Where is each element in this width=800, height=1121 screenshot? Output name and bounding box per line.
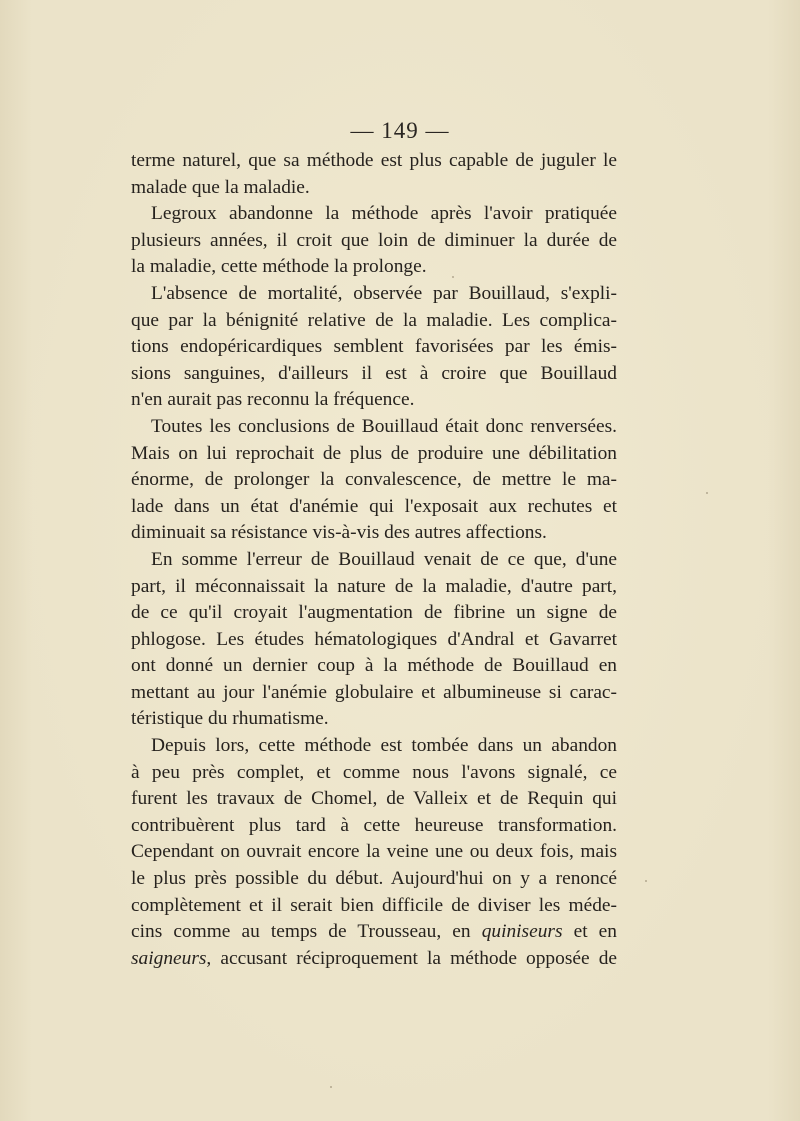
paper-speck [452, 276, 454, 278]
text-line: part, il méconnaissait la nature de la maladie, d'autre part, [131, 575, 617, 597]
italic-term-quiniseurs: quiniseurs [481, 921, 563, 943]
italic-term-saigneurs: saigneurs [131, 947, 207, 969]
text-segment: et en [562, 921, 617, 943]
text-line: plusieurs années, il croit que loin de diminuer la durée de [131, 229, 617, 251]
text-line: contribuèrent plus tard à cette heureuse transformation. [131, 814, 617, 836]
page-number: — 149 — [350, 118, 450, 143]
text-line: le plus près possible du début. Aujourd'hui on y a renoncé [131, 868, 617, 890]
text-line: Mais on lui reprochait de plus de produire une débilitation [131, 442, 617, 464]
text-line: Cependant on ouvrait encore la veine une ou deux fois, mais [131, 841, 617, 863]
text-line: Depuis lors, cette méthode est tombée dans un abandon [151, 735, 617, 757]
text-line: Legroux abandonne la méthode après l'avoir pratiquée [151, 203, 617, 225]
text-line: furent les travaux de Chomel, de Valleix et de Requin qui [131, 788, 617, 810]
body-text [131, 148, 617, 972]
text-line: mettant au jour l'anémie globulaire et albumineuse si carac- [131, 681, 617, 703]
text-line: n'en aurait pas reconnu la fréquence. [131, 389, 415, 411]
text-line: lade dans un état d'anémie qui l'exposait aux rechutes et [131, 495, 617, 517]
text-line: téristique du rhumatisme. [131, 708, 329, 730]
text-segment: cins comme au temps de Trousseau, en [131, 921, 482, 943]
paper-speck [645, 880, 647, 882]
text-segment: , accusant réciproquement la méthode opposée de [206, 947, 617, 969]
text-line: que par la bénignité relative de la maladie. Les complica- [131, 309, 617, 331]
text-line: à peu près complet, et comme nous l'avons signalé, ce [131, 761, 617, 783]
text-line: sions sanguines, d'ailleurs il est à croire que Bouillaud [131, 362, 617, 384]
paper-speck [706, 492, 708, 494]
text-line: tions endopéricardiques semblent favorisées par les émis- [131, 336, 617, 358]
text-line: énorme, de prolonger la convalescence, de mettre le ma- [131, 469, 617, 491]
text-line: diminuait sa résistance vis-à-vis des autres affections. [131, 522, 547, 544]
text-line: ont donné un dernier coup à la méthode de Bouillaud en [131, 655, 617, 677]
text-line-with-italic [131, 946, 617, 973]
text-line: En somme l'erreur de Bouillaud venait de ce que, d'une [151, 548, 617, 570]
text-line: phlogose. Les études hématologiques d'Andral et Gavarret [131, 628, 617, 650]
text-line: Toutes les conclusions de Bouillaud était donc renversées. [151, 415, 617, 437]
text-line-with-italic [131, 919, 617, 946]
text-line: L'absence de mortalité, observée par Bouillaud, s'expli- [151, 282, 617, 304]
text-line: terme naturel, que sa méthode est plus capable de juguler le [131, 150, 617, 171]
text-line: malade que la maladie. [131, 176, 310, 198]
text-line: de ce qu'il croyait l'augmentation de fibrine un signe de [131, 602, 617, 624]
text-line: la maladie, cette méthode la prolonge. [131, 256, 427, 278]
text-line: complètement et il serait bien difficile de diviser les méde- [131, 894, 617, 916]
paper-speck [330, 1086, 332, 1088]
